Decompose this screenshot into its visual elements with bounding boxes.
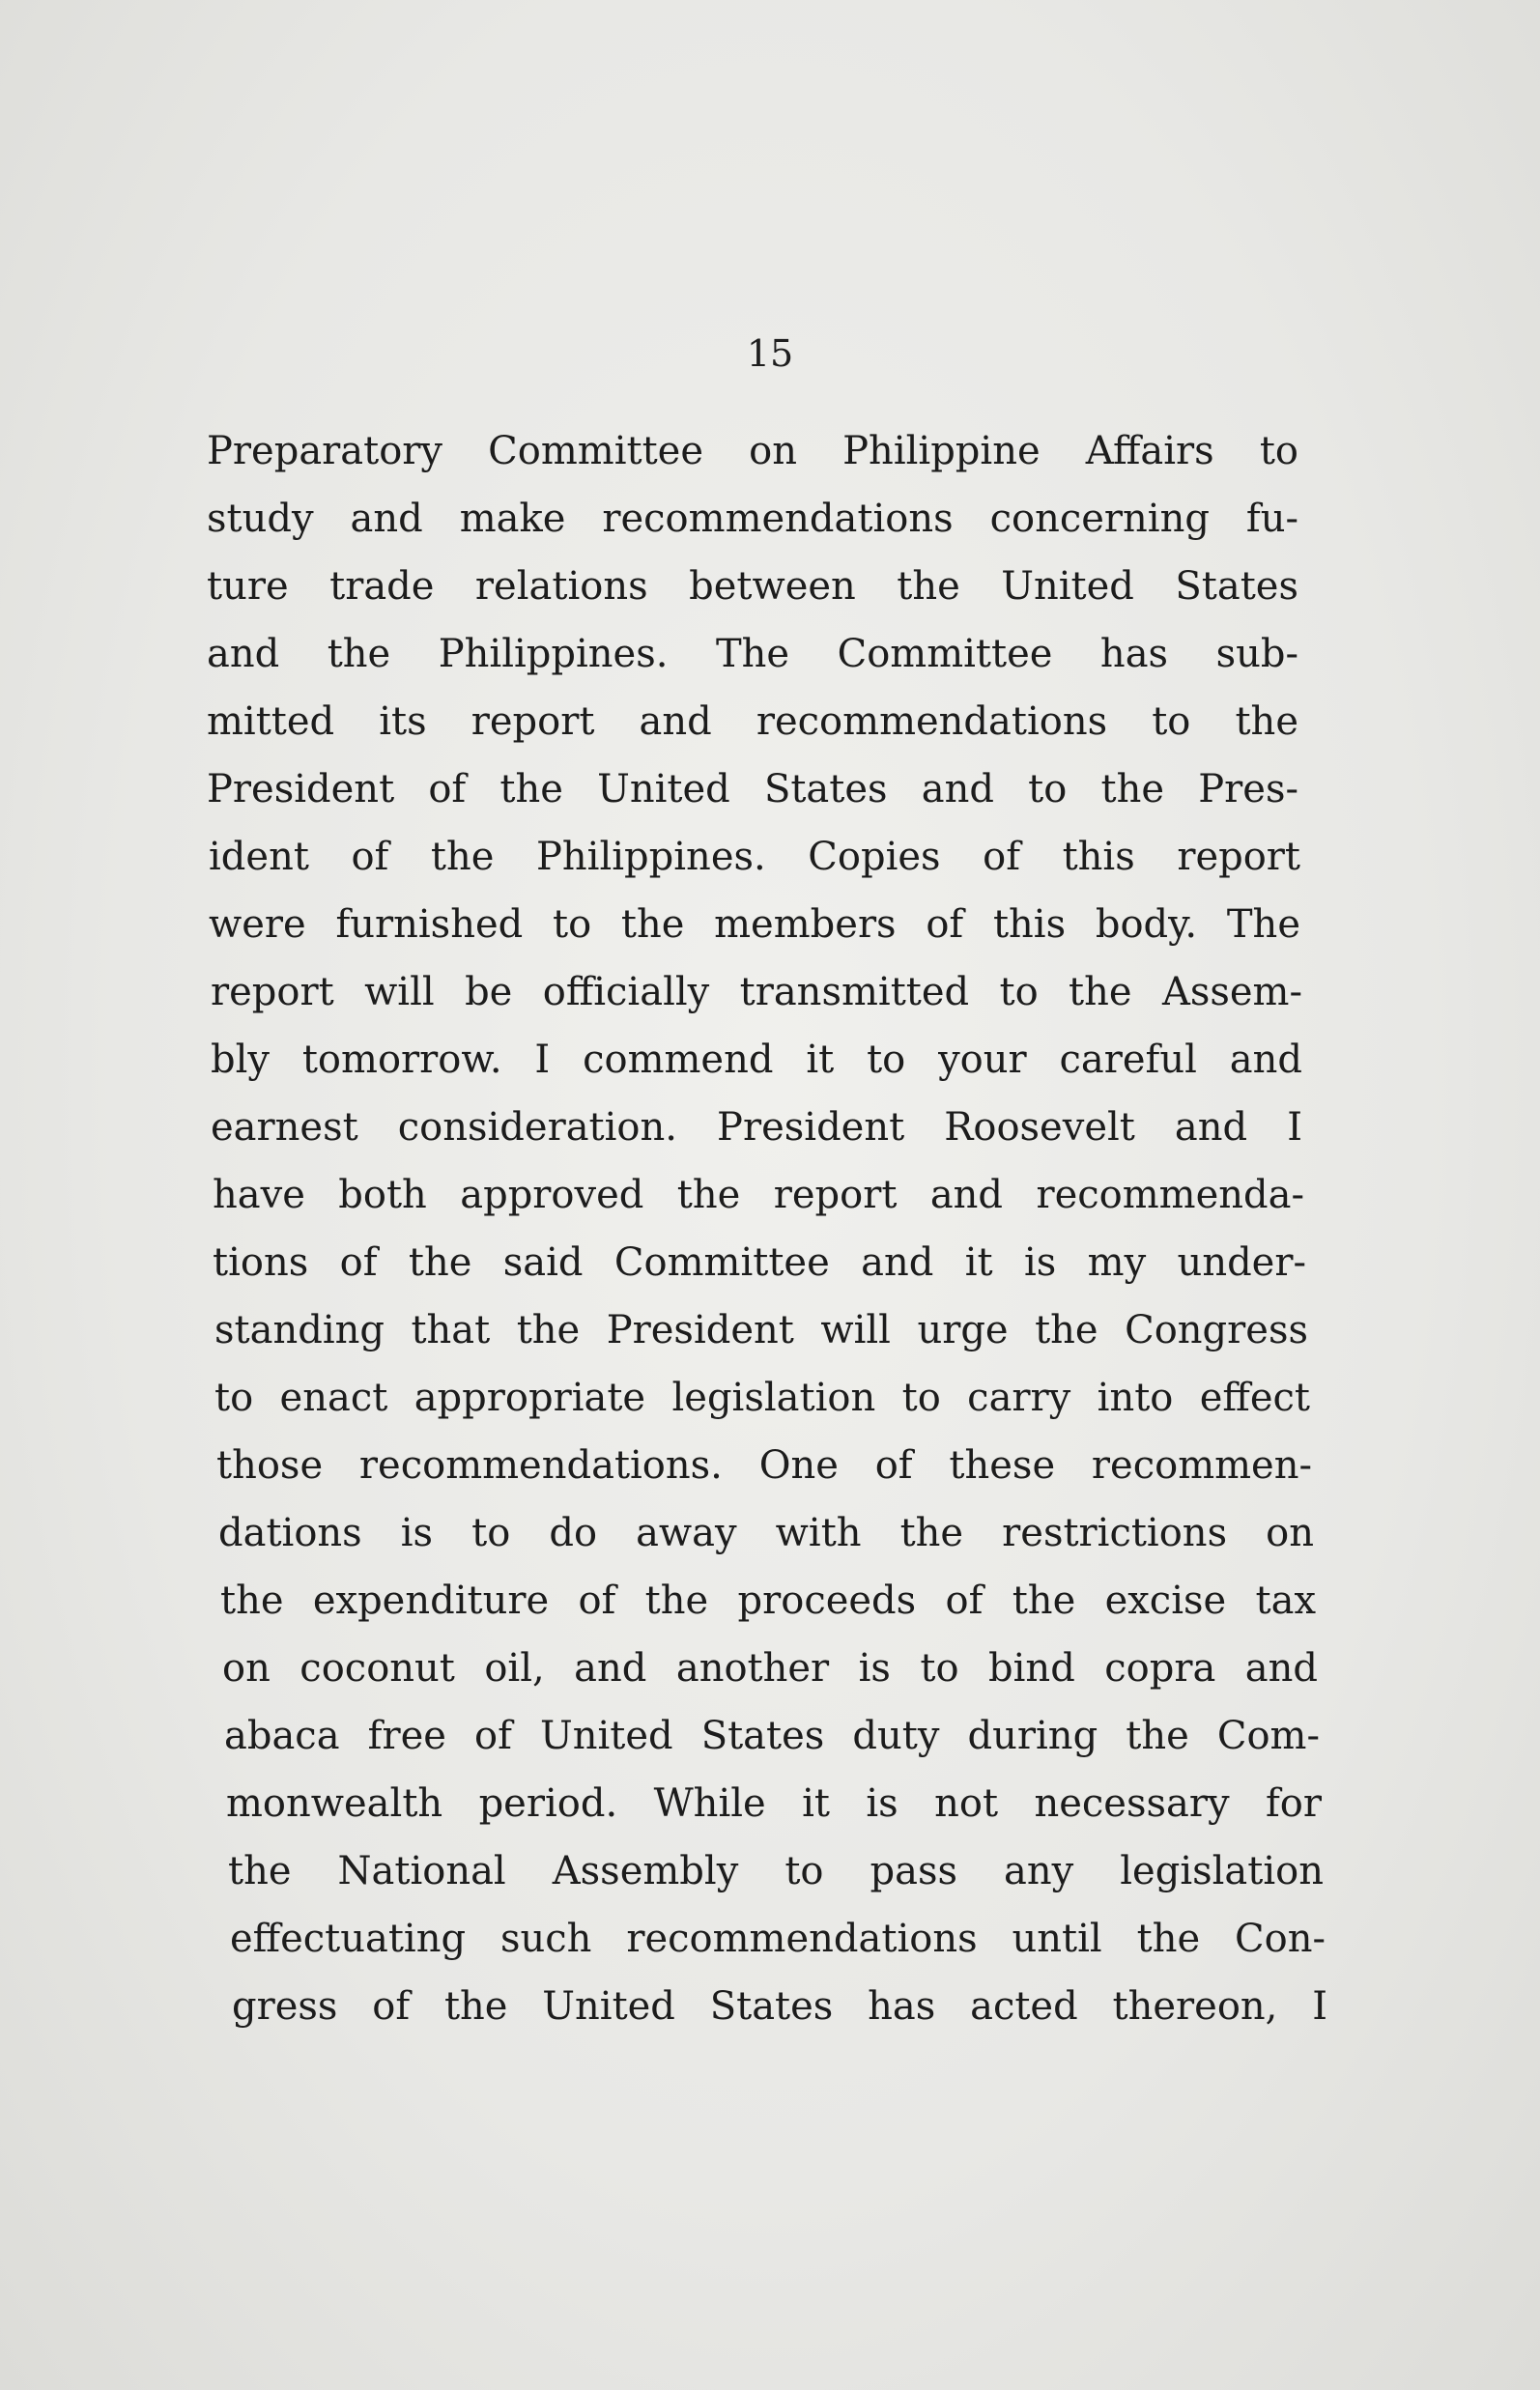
text-line: ident of the Philippines. Copies of this report (209, 835, 1300, 879)
text-line: on coconut oil, and another is to bind copra and (222, 1646, 1318, 1691)
text-line: to enact appropriate legislation to carry into effect (214, 1376, 1310, 1420)
text-line: the National Assembly to pass any legislation (228, 1849, 1324, 1893)
text-line: report will be officially transmitted to the Assem- (211, 970, 1302, 1014)
text-line: Preparatory Committee on Philippine Affairs to (207, 429, 1298, 473)
text-line: effectuating such recommendations until the Con- (230, 1917, 1326, 1961)
text-line: those recommendations. One of these recommen- (216, 1443, 1312, 1488)
text-line: tions of the said Committee and it is my under- (213, 1240, 1306, 1285)
text-line: have both approved the report and recommenda- (213, 1173, 1304, 1217)
text-line: monwealth period. While it is not necessary for (226, 1781, 1322, 1826)
text-line: and the Philippines. The Committee has sub- (207, 632, 1298, 676)
text-line: were furnished to the members of this body. The (209, 902, 1300, 947)
text-line: standing that the President will urge the Congress (214, 1308, 1308, 1352)
text-line: study and make recommendations concerning fu- (207, 497, 1298, 541)
text-line: dations is to do away with the restrictions on (218, 1511, 1314, 1555)
text-line: earnest consideration. President Roosevelt and I (211, 1105, 1302, 1150)
text-line: abaca free of United States duty during the Com- (224, 1714, 1320, 1758)
text-line: gress of the United States has acted thereon, I (232, 1984, 1327, 2029)
text-line: the expenditure of the proceeds of the excise tax (220, 1579, 1316, 1623)
text-line: mitted its report and recommendations to the (207, 699, 1298, 744)
text-line: bly tomorrow. I commend it to your careful and (211, 1038, 1302, 1082)
page-number: 15 (746, 332, 794, 375)
text-line: ture trade relations between the United States (207, 564, 1298, 609)
text-line: President of the United States and to the Pres- (207, 767, 1298, 811)
